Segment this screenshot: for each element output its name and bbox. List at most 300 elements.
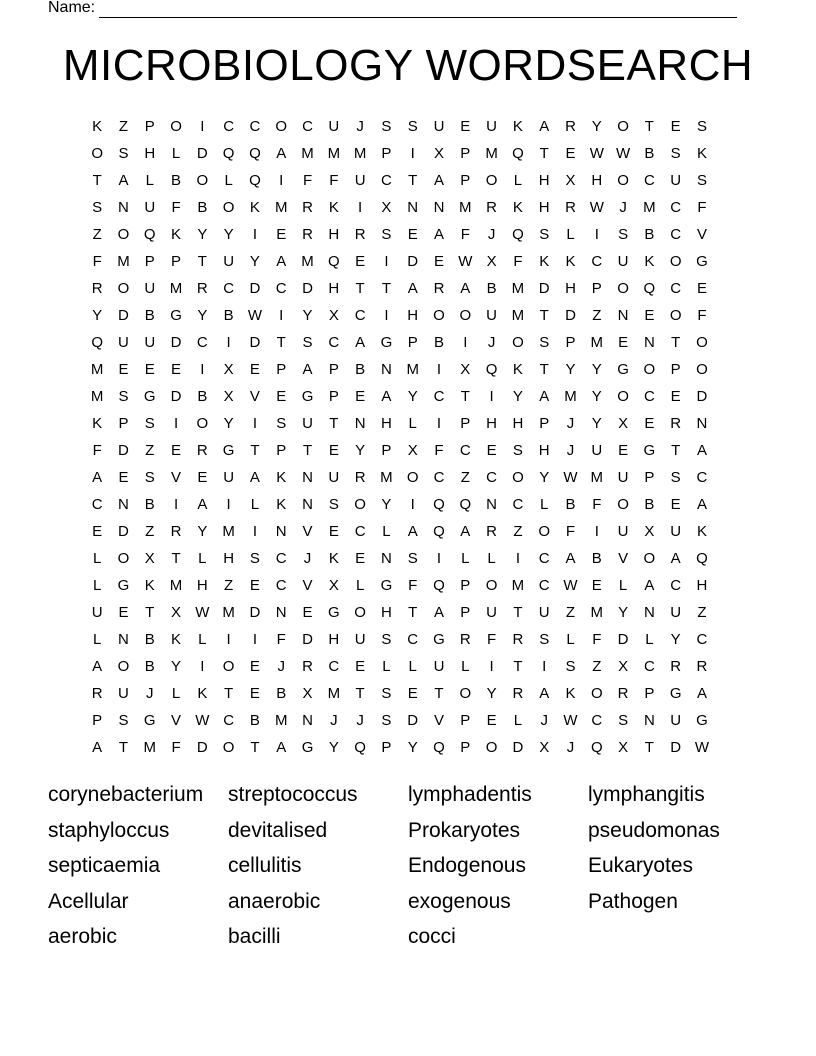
grid-letter: Y	[197, 307, 208, 324]
grid-letter: Y	[591, 361, 602, 378]
grid-letter: N	[433, 199, 445, 216]
word-list-item: streptococcus	[228, 783, 358, 806]
grid-letter: Y	[565, 361, 576, 378]
grid-letter: L	[92, 577, 102, 594]
grid-letter: T	[224, 685, 234, 702]
grid-letter: L	[566, 226, 575, 243]
grid-letter: D	[249, 334, 261, 351]
grid-letter: Z	[145, 523, 155, 540]
grid-letter: L	[92, 631, 102, 648]
grid-letter: O	[459, 685, 472, 702]
word-list-item: devitalised	[228, 818, 328, 842]
grid-letter: G	[669, 685, 682, 702]
grid-letter: Z	[697, 604, 707, 621]
grid-letter: F	[592, 496, 602, 513]
grid-letter: K	[565, 685, 576, 702]
grid-letter: C	[223, 118, 235, 135]
grid-letter: L	[408, 658, 417, 675]
grid-letter: U	[354, 631, 366, 648]
grid-letter: X	[618, 739, 629, 756]
grid-letter: I	[489, 658, 494, 675]
grid-letter: Q	[91, 334, 103, 351]
grid-letter: M	[590, 604, 604, 621]
grid-letter: B	[276, 685, 287, 702]
grid-letter: M	[564, 388, 577, 405]
grid-letter: J	[566, 442, 575, 459]
grid-letter: N	[302, 712, 313, 729]
grid-letter: H	[696, 577, 708, 594]
grid-letter: G	[143, 388, 156, 405]
grid-letter: M	[511, 307, 525, 324]
grid-letter: K	[696, 523, 707, 540]
grid-letter: O	[117, 280, 130, 297]
grid-letter: N	[118, 631, 129, 648]
grid-letter: B	[144, 631, 155, 648]
grid-letter: U	[433, 118, 445, 135]
grid-letter: X	[618, 415, 629, 432]
grid-letter: B	[434, 334, 445, 351]
grid-letter: E	[355, 388, 366, 405]
grid-letter: G	[170, 307, 182, 324]
grid-letter: O	[459, 307, 472, 324]
grid-letter: E	[118, 604, 129, 621]
grid-letter: S	[118, 145, 129, 162]
grid-letter: B	[644, 496, 655, 513]
grid-letter: U	[223, 253, 235, 270]
grid-letter: B	[197, 199, 208, 216]
grid-letter: D	[249, 280, 261, 297]
grid-letter: P	[460, 577, 471, 594]
grid-letter: G	[301, 388, 314, 405]
grid-letter: Y	[197, 523, 208, 540]
grid-letter: G	[301, 739, 314, 756]
grid-letter: O	[117, 658, 130, 675]
grid-letter: Q	[354, 739, 366, 756]
grid-letter: G	[696, 253, 708, 270]
grid-letter: N	[380, 361, 392, 378]
grid-letter: P	[460, 145, 471, 162]
grid-letter: G	[643, 442, 656, 459]
grid-letter: S	[618, 226, 629, 243]
grid-letter: O	[617, 280, 629, 297]
grid-letter: N	[643, 604, 655, 621]
grid-letter: N	[407, 199, 419, 216]
grid-letter: A	[276, 739, 287, 756]
grid-letter: J	[330, 712, 338, 729]
grid-letter: F	[565, 523, 576, 540]
word-list-item: lymphadentis	[408, 783, 532, 806]
grid-letter: C	[354, 307, 366, 324]
grid-letter: Z	[460, 469, 470, 486]
grid-letter: O	[696, 361, 708, 378]
grid-letter: S	[328, 496, 339, 513]
grid-letter: P	[144, 253, 155, 270]
grid-letter: S	[144, 469, 155, 486]
grid-letter: V	[434, 712, 445, 729]
grid-letter: Y	[486, 685, 497, 702]
grid-letter: F	[460, 226, 470, 243]
grid-letter: R	[302, 199, 313, 216]
grid-letter: A	[381, 388, 392, 405]
grid-letter: X	[618, 658, 629, 675]
grid-letter: E	[197, 469, 208, 486]
grid-letter: O	[617, 388, 629, 405]
grid-letter: A	[434, 604, 445, 621]
grid-letter: Q	[433, 496, 445, 513]
grid-letter: A	[670, 550, 681, 567]
word-list-item: cellulitis	[228, 854, 302, 877]
grid-letter: M	[274, 199, 288, 216]
grid-letter: R	[433, 280, 445, 297]
grid-letter: F	[276, 631, 286, 648]
grid-letter: O	[590, 685, 603, 702]
grid-letter: A	[434, 226, 445, 243]
grid-letter: O	[196, 415, 209, 432]
grid-letter: L	[171, 145, 181, 162]
grid-letter: M	[590, 334, 604, 351]
grid-letter: Y	[223, 415, 234, 432]
grid-letter: J	[356, 712, 364, 729]
grid-letter: R	[670, 658, 682, 675]
grid-letter: S	[144, 415, 155, 432]
grid-letter: I	[384, 307, 389, 324]
grid-letter: C	[223, 712, 235, 729]
grid-letter: F	[434, 442, 444, 459]
grid-letter: U	[591, 442, 603, 459]
grid-letter: D	[617, 631, 629, 648]
grid-letter: L	[224, 172, 233, 189]
word-list-item: pseudomonas	[588, 818, 720, 842]
grid-letter: E	[591, 577, 602, 594]
grid-letter: P	[460, 172, 471, 189]
grid-letter: Q	[433, 739, 445, 756]
grid-letter: X	[434, 145, 445, 162]
grid-letter: X	[486, 253, 497, 270]
grid-letter: C	[643, 172, 655, 189]
grid-letter: W	[458, 253, 473, 270]
word-list-item: cocci	[408, 925, 456, 948]
grid-letter: K	[328, 550, 339, 567]
grid-letter: E	[302, 604, 313, 621]
grid-letter: E	[644, 307, 655, 324]
grid-letter: L	[355, 577, 365, 594]
grid-letter: G	[117, 577, 130, 594]
grid-letter: A	[539, 118, 550, 135]
grid-letter: M	[327, 145, 341, 162]
grid-letter: F	[171, 199, 181, 216]
grid-letter: W	[694, 739, 710, 756]
grid-letter: D	[170, 334, 182, 351]
grid-letter: X	[407, 442, 418, 459]
grid-letter: Q	[643, 280, 656, 297]
grid-letter: X	[328, 307, 339, 324]
grid-letter: P	[644, 469, 655, 486]
grid-letter: C	[249, 118, 261, 135]
grid-letter: L	[382, 658, 391, 675]
grid-letter: M	[406, 361, 419, 378]
grid-letter: A	[197, 496, 208, 513]
grid-letter: J	[487, 334, 496, 351]
grid-letter: P	[328, 361, 339, 378]
grid-letter: K	[171, 226, 182, 243]
grid-letter: J	[356, 118, 364, 135]
grid-letter: R	[565, 199, 576, 216]
grid-letter: L	[461, 550, 470, 567]
word-list-item: aerobic	[48, 925, 117, 948]
grid-letter: P	[118, 415, 129, 432]
grid-letter: Q	[433, 577, 445, 594]
grid-letter: M	[301, 253, 314, 270]
grid-letter: Y	[171, 658, 182, 675]
grid-letter: P	[276, 442, 287, 459]
grid-letter: E	[249, 577, 260, 594]
grid-letter: T	[302, 442, 313, 459]
grid-letter: R	[512, 685, 524, 702]
grid-letter: H	[512, 415, 524, 432]
grid-letter: F	[697, 307, 707, 324]
grid-letter: A	[92, 658, 103, 675]
grid-letter: I	[436, 361, 442, 378]
grid-letter: X	[223, 388, 234, 405]
grid-letter: E	[355, 658, 366, 675]
grid-letter: U	[617, 469, 629, 486]
grid-letter: M	[459, 199, 472, 216]
grid-letter: M	[90, 388, 104, 405]
grid-letter: O	[196, 172, 209, 189]
grid-letter: J	[619, 199, 627, 216]
grid-letter: S	[249, 550, 260, 567]
grid-letter: C	[407, 631, 419, 648]
grid-letter: U	[486, 118, 498, 135]
grid-letter: Y	[670, 631, 681, 648]
grid-letter: S	[118, 388, 129, 405]
grid-letter: O	[354, 604, 366, 621]
grid-letter: Q	[249, 145, 261, 162]
grid-letter: T	[250, 442, 260, 459]
grid-letter: D	[565, 307, 576, 324]
grid-letter: B	[249, 712, 260, 729]
grid-letter: R	[196, 442, 208, 459]
grid-letter: A	[644, 577, 655, 594]
grid-letter: Q	[459, 496, 472, 513]
grid-letter: J	[540, 712, 548, 729]
grid-letter: C	[538, 550, 550, 567]
grid-letter: A	[539, 685, 550, 702]
grid-letter: E	[249, 685, 260, 702]
grid-letter: O	[170, 118, 182, 135]
grid-letter: C	[696, 469, 708, 486]
grid-letter: H	[144, 145, 156, 162]
grid-letter: M	[511, 280, 525, 297]
grid-letter: U	[670, 523, 682, 540]
grid-letter: S	[381, 631, 392, 648]
grid-letter: I	[594, 523, 599, 540]
grid-letter: O	[222, 658, 235, 675]
grid-letter: N	[275, 604, 287, 621]
grid-letter: K	[512, 118, 523, 135]
grid-letter: F	[408, 577, 418, 594]
grid-letter: Z	[513, 523, 523, 540]
grid-letter: C	[223, 280, 235, 297]
grid-letter: M	[143, 739, 156, 756]
grid-letter: R	[617, 685, 629, 702]
grid-letter: G	[380, 577, 393, 594]
grid-letter: F	[329, 172, 339, 189]
grid-letter: L	[145, 172, 154, 189]
grid-letter: Y	[249, 253, 260, 270]
grid-letter: Q	[512, 226, 524, 243]
grid-letter: E	[118, 361, 129, 378]
grid-letter: Z	[224, 577, 234, 594]
grid-letter: X	[223, 361, 234, 378]
grid-letter: X	[171, 604, 182, 621]
grid-letter: T	[355, 280, 365, 297]
grid-letter: E	[92, 523, 103, 540]
grid-letter: R	[91, 685, 103, 702]
grid-letter: D	[196, 739, 208, 756]
grid-letter: Q	[512, 145, 524, 162]
word-list-item: corynebacterium	[48, 783, 204, 806]
grid-letter: I	[279, 307, 284, 324]
grid-letter: O	[538, 523, 551, 540]
grid-letter: G	[696, 712, 708, 729]
grid-letter: O	[696, 334, 708, 351]
grid-letter: B	[644, 226, 655, 243]
grid-letter: Y	[302, 307, 313, 324]
grid-letter: L	[382, 523, 391, 540]
grid-letter: Y	[539, 469, 550, 486]
grid-letter: I	[173, 415, 179, 432]
grid-letter: C	[538, 577, 550, 594]
grid-letter: S	[381, 712, 392, 729]
word-list-item: Pathogen	[588, 889, 678, 913]
grid-letter: T	[539, 145, 549, 162]
grid-letter: P	[460, 712, 471, 729]
grid-letter: H	[486, 415, 498, 432]
grid-letter: T	[460, 388, 470, 405]
grid-letter: K	[197, 685, 208, 702]
grid-letter: I	[279, 172, 284, 189]
grid-letter: Y	[407, 388, 418, 405]
grid-letter: U	[617, 523, 629, 540]
grid-letter: A	[460, 280, 471, 297]
grid-letter: M	[301, 145, 314, 162]
grid-letter: F	[592, 631, 602, 648]
grid-letter: O	[485, 577, 498, 594]
grid-letter: Z	[145, 442, 155, 459]
grid-letter: F	[697, 199, 707, 216]
grid-letter: O	[91, 145, 103, 162]
grid-letter: B	[565, 496, 576, 513]
grid-letter: N	[118, 496, 129, 513]
grid-letter: I	[410, 145, 415, 162]
grid-letter: V	[302, 523, 313, 540]
grid-letter: A	[118, 172, 129, 189]
grid-letter: S	[407, 550, 418, 567]
grid-letter: X	[302, 685, 313, 702]
grid-letter: B	[223, 307, 234, 324]
grid-letter: L	[513, 712, 523, 729]
grid-letter: G	[433, 631, 445, 648]
grid-letter: N	[696, 415, 708, 432]
grid-letter: H	[538, 172, 550, 189]
grid-letter: A	[407, 523, 418, 540]
grid-letter: D	[407, 253, 419, 270]
grid-letter: L	[566, 631, 575, 648]
grid-letter: E	[171, 361, 182, 378]
grid-letter: T	[644, 739, 654, 756]
grid-letter: B	[144, 658, 155, 675]
grid-letter: I	[515, 550, 520, 567]
grid-letter: U	[486, 307, 498, 324]
grid-letter: C	[591, 253, 603, 270]
grid-letter: K	[92, 415, 103, 432]
grid-letter: X	[460, 361, 471, 378]
grid-letter: J	[277, 658, 285, 675]
grid-letter: J	[566, 415, 575, 432]
grid-letter: Z	[92, 226, 102, 243]
grid-letter: U	[144, 280, 156, 297]
grid-letter: T	[145, 604, 155, 621]
grid-letter: O	[117, 550, 130, 567]
grid-letter: J	[487, 226, 496, 243]
grid-letter: T	[671, 334, 681, 351]
grid-letter: Z	[565, 604, 576, 621]
word-list-item: bacilli	[228, 925, 281, 948]
grid-letter: M	[222, 523, 235, 540]
grid-letter: O	[433, 307, 445, 324]
grid-letter: O	[617, 496, 629, 513]
grid-letter: N	[275, 523, 287, 540]
grid-letter: I	[226, 631, 231, 648]
grid-letter: Y	[512, 388, 523, 405]
grid-letter: L	[198, 631, 207, 648]
grid-letter: O	[617, 172, 629, 189]
grid-letter: F	[487, 631, 497, 648]
grid-letter: P	[407, 334, 418, 351]
grid-letter: S	[539, 226, 550, 243]
grid-letter: K	[92, 118, 103, 135]
name-label: Name:	[48, 0, 96, 16]
grid-letter: M	[511, 577, 525, 594]
grid-letter: M	[327, 685, 341, 702]
grid-letter: Y	[591, 118, 602, 135]
grid-letter: C	[328, 658, 340, 675]
grid-letter: U	[144, 334, 156, 351]
grid-letter: K	[512, 199, 523, 216]
grid-letter: T	[197, 253, 207, 270]
grid-letter: U	[354, 172, 366, 189]
grid-letter: O	[512, 334, 524, 351]
grid-letter: D	[118, 523, 129, 540]
grid-letter: H	[407, 307, 419, 324]
grid-letter: C	[275, 577, 287, 594]
grid-letter: L	[461, 658, 470, 675]
grid-letter: A	[696, 685, 707, 702]
grid-letter: M	[169, 577, 183, 594]
grid-letter: U	[433, 658, 445, 675]
grid-letter: A	[302, 361, 313, 378]
grid-letter: P	[460, 739, 471, 756]
grid-letter: N	[354, 415, 366, 432]
grid-letter: C	[670, 199, 682, 216]
grid-letter: M	[90, 361, 104, 378]
grid-letter: R	[354, 226, 366, 243]
word-list-item: septicaemia	[48, 854, 161, 877]
grid-letter: O	[485, 172, 498, 189]
grid-letter: T	[408, 172, 418, 189]
grid-letter: P	[92, 712, 103, 729]
